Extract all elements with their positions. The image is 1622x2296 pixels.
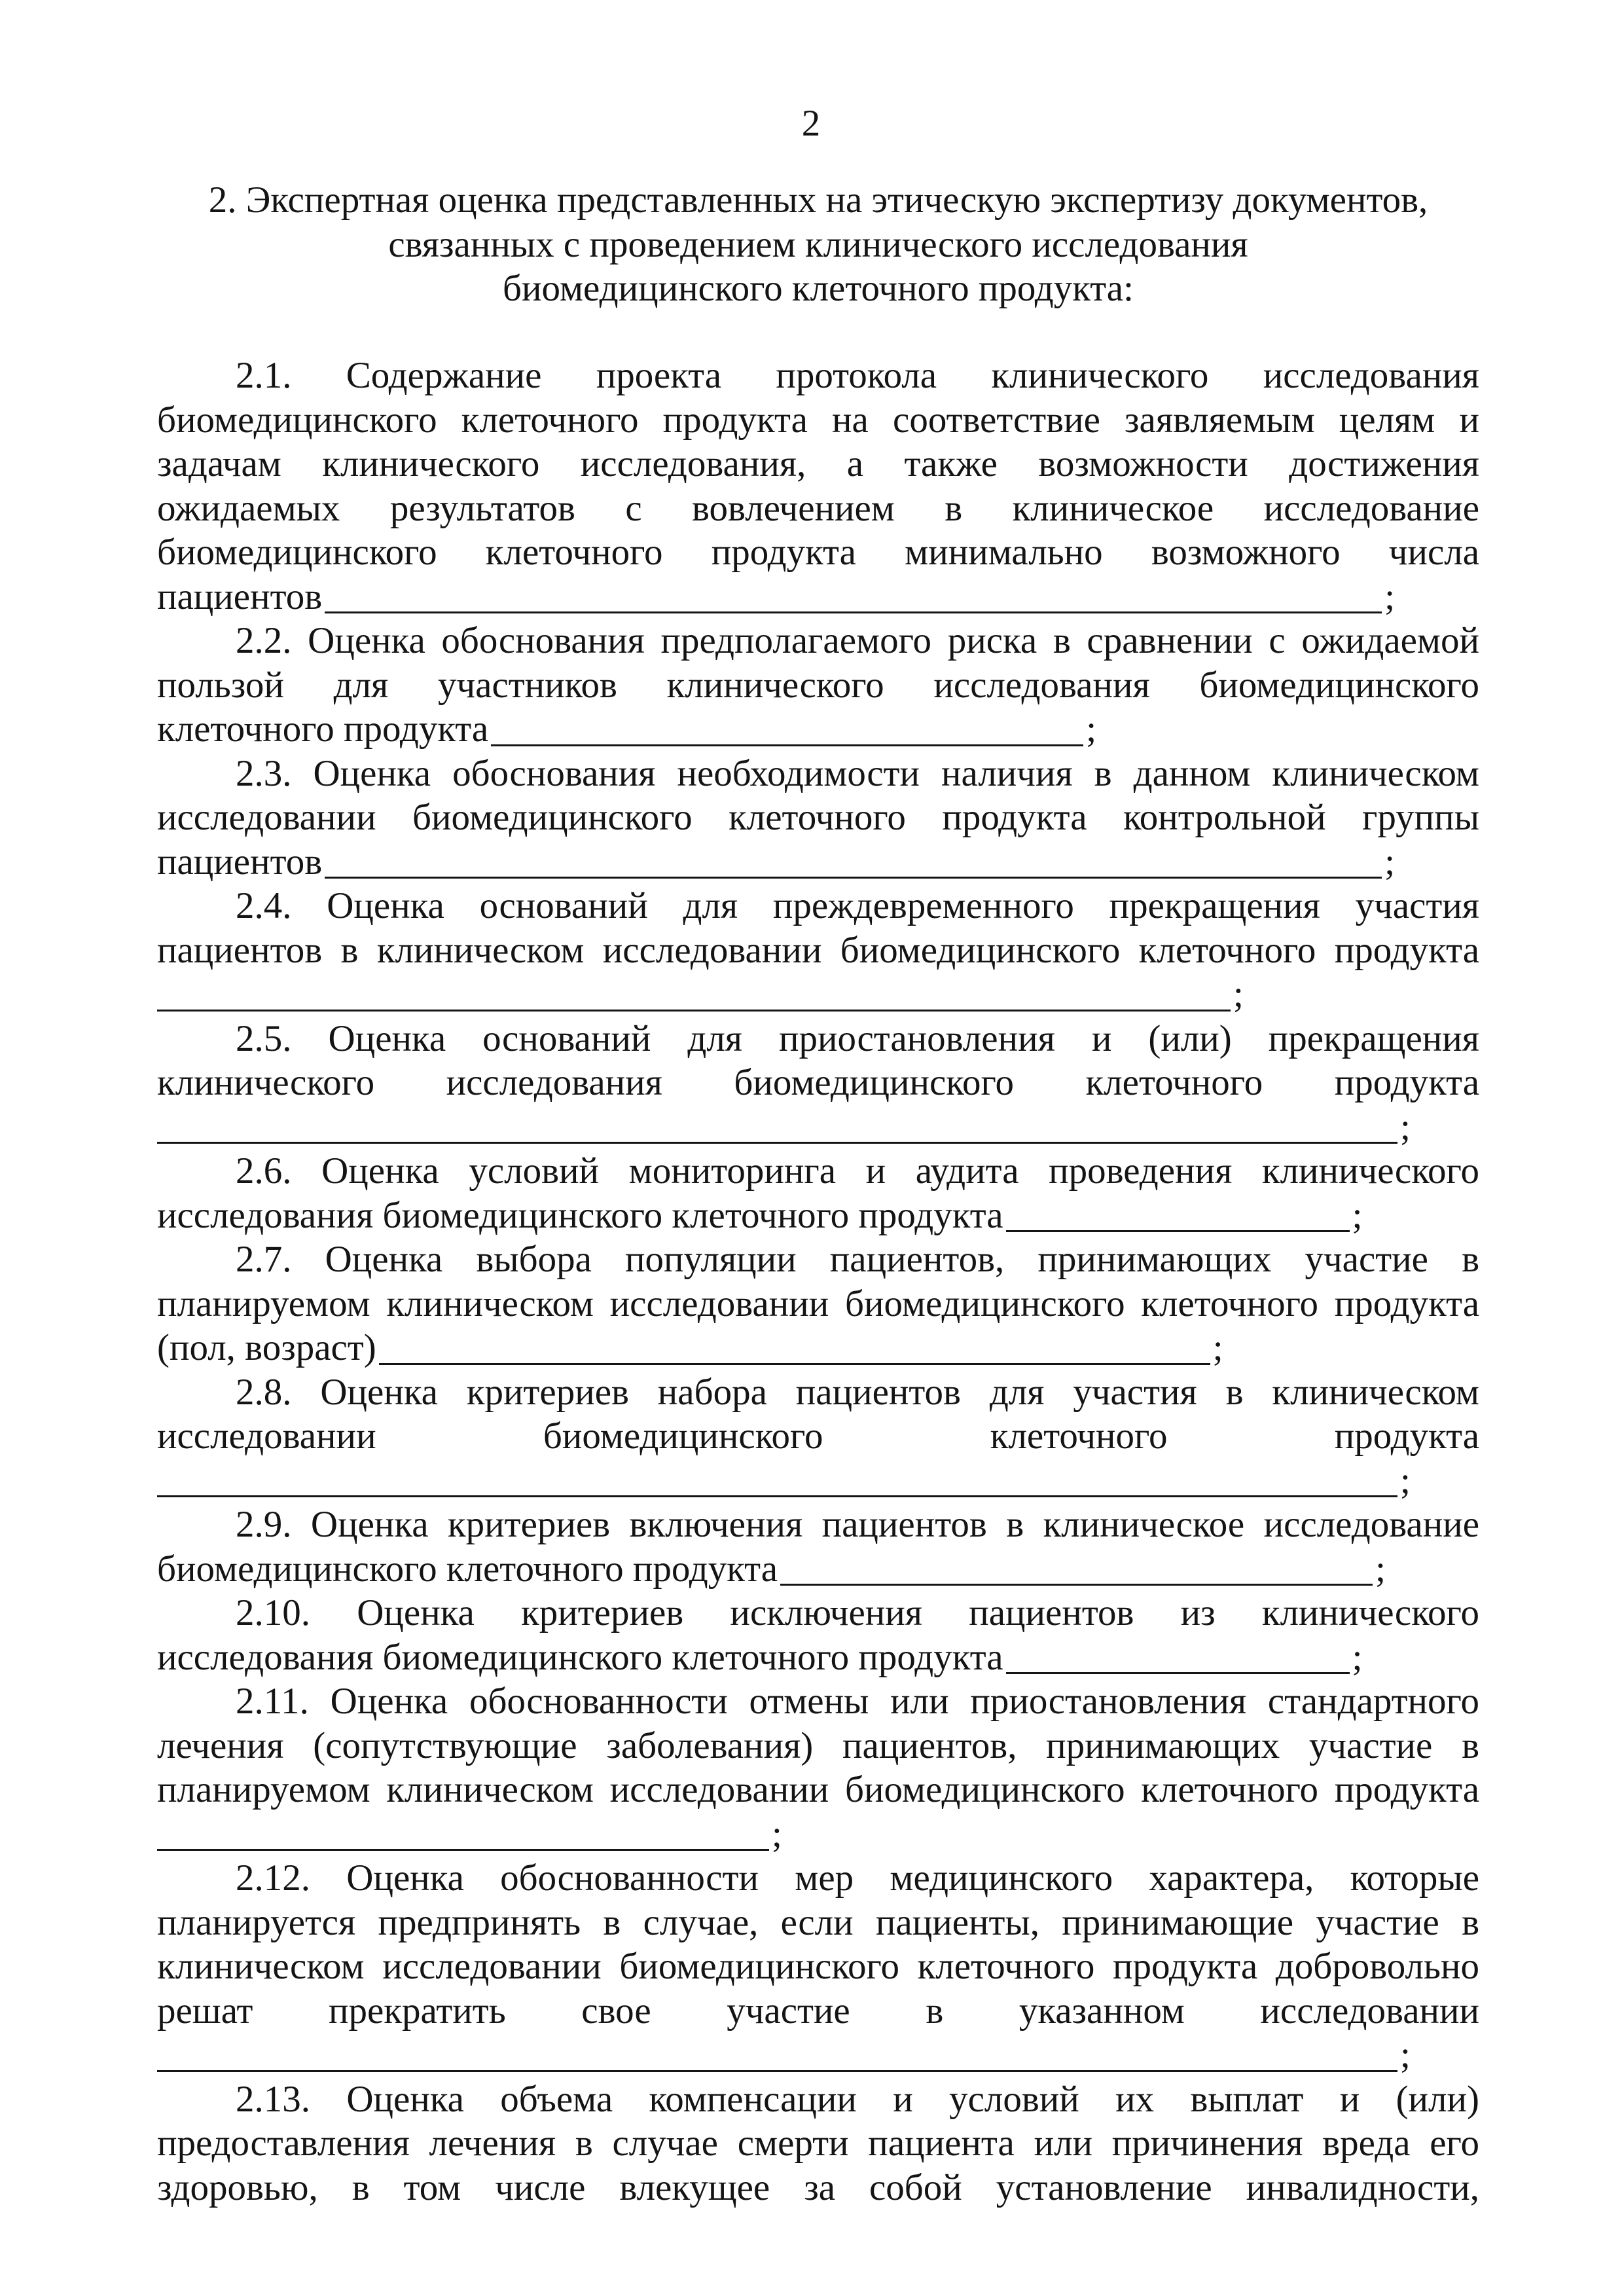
item-2-1-end: ; <box>1384 575 1396 617</box>
item-2-6-end: ; <box>1352 1194 1363 1236</box>
heading-line-3: биомедицинского клеточного продукта: <box>503 268 1134 309</box>
item-2-12-text: 2.12. Оценка обоснованности мер медицинского характера, которые планируется предпринять в случае, если пациенты, принимающие участие в клиническом исследовании биомедицинского клеточного продукта добровольно решат прекратить свое участие в указанном исследовании <box>157 1857 1479 2032</box>
item-2-2-end: ; <box>1086 708 1097 750</box>
heading-line-2: связанных с проведением клинического исследования <box>388 223 1248 265</box>
page-number: 2 <box>801 103 821 144</box>
item-2-10-text: 2.10. Оценка критериев исключения пациентов из клинического <box>236 1592 1479 1633</box>
item-2-2-label: клеточного продукта <box>157 708 489 750</box>
item-2-1-label: пациентов <box>157 575 323 617</box>
item-2-9-end: ; <box>1375 1548 1386 1590</box>
item-2-12 <box>157 1856 1479 2033</box>
item-2-10-label: исследования биомедицинского клеточного продукта <box>157 1636 1003 1678</box>
item-2-4-blank[interactable] <box>157 978 1231 1011</box>
item-2-7 <box>157 1237 1479 1326</box>
item-2-3-blank[interactable] <box>325 845 1382 879</box>
item-2-13-text: 2.13. Оценка объема компенсации и условий их выплат и (или) предоставления лечения в случае смерти пациента или причинения вреда его здоровью, в том числе влекущее за собой установление инвалидности, <box>157 2078 1479 2208</box>
item-2-5-blank[interactable] <box>157 1110 1397 1144</box>
item-2-1 <box>157 354 1479 575</box>
item-2-8-text: 2.8. Оценка критериев набора пациентов для участия в клиническом исследовании биомедицинского клеточного продукта <box>157 1371 1479 1457</box>
item-2-9-answer <box>157 1547 1479 1592</box>
item-2-11 <box>157 1679 1479 1812</box>
item-2-7-label: (пол, возраст) <box>157 1327 376 1368</box>
item-2-12-answer <box>157 2033 1479 2077</box>
item-2-3-end: ; <box>1384 841 1396 883</box>
section-heading <box>157 178 1479 311</box>
item-2-6-answer <box>157 1194 1479 1238</box>
item-2-9-text: 2.9. Оценка критериев включения пациентов в клиническое исследование <box>236 1504 1479 1545</box>
item-2-6-blank[interactable] <box>1006 1199 1350 1232</box>
item-2-6-text: 2.6. Оценка условий мониторинга и аудита проведения клинического <box>236 1150 1479 1192</box>
item-2-12-blank[interactable] <box>157 2039 1397 2072</box>
item-2-9 <box>157 1503 1479 1547</box>
heading-line-1: 2. Экспертная оценка представленных на этическую экспертизу документов, <box>208 179 1428 221</box>
item-2-1-answer <box>157 575 1479 619</box>
item-2-1-text: 2.1. Содержание проекта протокола клинического исследования биомедицинского клеточного продукта на соответствие заявляемым целям и задачам клинического исследования, а также возможности достижения ожидаемых результатов с вовлечением в клиническое исследование биомедицинского клеточного продукта минимально возможного числа <box>157 355 1479 573</box>
item-2-5-text: 2.5. Оценка оснований для приостановления и (или) прекращения клинического исследования биомедицинского клеточного продукта <box>157 1017 1479 1103</box>
item-2-4 <box>157 884 1479 972</box>
item-2-2-text: 2.2. Оценка обоснования предполагаемого риска в сравнении с ожидаемой пользой для участников клинического исследования биомедицинского <box>157 620 1479 706</box>
item-2-5-answer <box>157 1105 1479 1150</box>
item-2-2-blank[interactable] <box>491 713 1083 746</box>
document-body <box>157 354 1479 2210</box>
item-2-1-blank[interactable] <box>325 580 1382 613</box>
item-2-5-end: ; <box>1400 1106 1411 1148</box>
item-2-8-end: ; <box>1400 1459 1411 1501</box>
item-2-10-blank[interactable] <box>1006 1641 1350 1674</box>
item-2-11-blank[interactable] <box>157 1817 769 1851</box>
item-2-6 <box>157 1149 1479 1194</box>
item-2-7-end: ; <box>1212 1327 1223 1368</box>
item-2-3-answer <box>157 840 1479 884</box>
item-2-10 <box>157 1591 1479 1635</box>
item-2-11-end: ; <box>772 1813 782 1855</box>
item-2-5 <box>157 1017 1479 1105</box>
item-2-2 <box>157 619 1479 707</box>
item-2-11-text: 2.11. Оценка обоснованности отмены или приостановления стандартного лечения (сопутствующие заболевания) пациентов, принимающих участие в планируемом клиническом исследовании биомедицинского клеточного продукта <box>157 1681 1479 1810</box>
item-2-3 <box>157 752 1479 840</box>
item-2-8-blank[interactable] <box>157 1464 1397 1497</box>
item-2-12-end: ; <box>1400 2034 1411 2075</box>
item-2-3-text: 2.3. Оценка обоснования необходимости наличия в данном клиническом исследовании биомедицинского клеточного продукта контрольной группы <box>157 752 1479 838</box>
item-2-4-text: 2.4. Оценка оснований для преждевременного прекращения участия пациентов в клиническом исследовании биомедицинского клеточного продукта <box>157 885 1479 971</box>
item-2-4-answer <box>157 972 1479 1017</box>
item-2-10-end: ; <box>1352 1636 1363 1678</box>
item-2-8-answer <box>157 1459 1479 1503</box>
item-2-3-label: пациентов <box>157 841 323 883</box>
item-2-6-label: исследования биомедицинского клеточного продукта <box>157 1194 1003 1236</box>
item-2-13 <box>157 2077 1479 2210</box>
item-2-4-end: ; <box>1233 974 1244 1015</box>
item-2-2-answer <box>157 707 1479 752</box>
item-2-10-answer <box>157 1635 1479 1680</box>
item-2-11-answer <box>157 1812 1479 1857</box>
item-2-7-answer <box>157 1326 1479 1370</box>
item-2-9-label: биомедицинского клеточного продукта <box>157 1548 778 1590</box>
item-2-7-text: 2.7. Оценка выбора популяции пациентов, принимающих участие в планируемом клиническом исследовании биомедицинского клеточного продукта <box>157 1239 1479 1324</box>
item-2-8 <box>157 1370 1479 1459</box>
item-2-7-blank[interactable] <box>379 1332 1210 1365</box>
item-2-9-blank[interactable] <box>780 1552 1373 1586</box>
